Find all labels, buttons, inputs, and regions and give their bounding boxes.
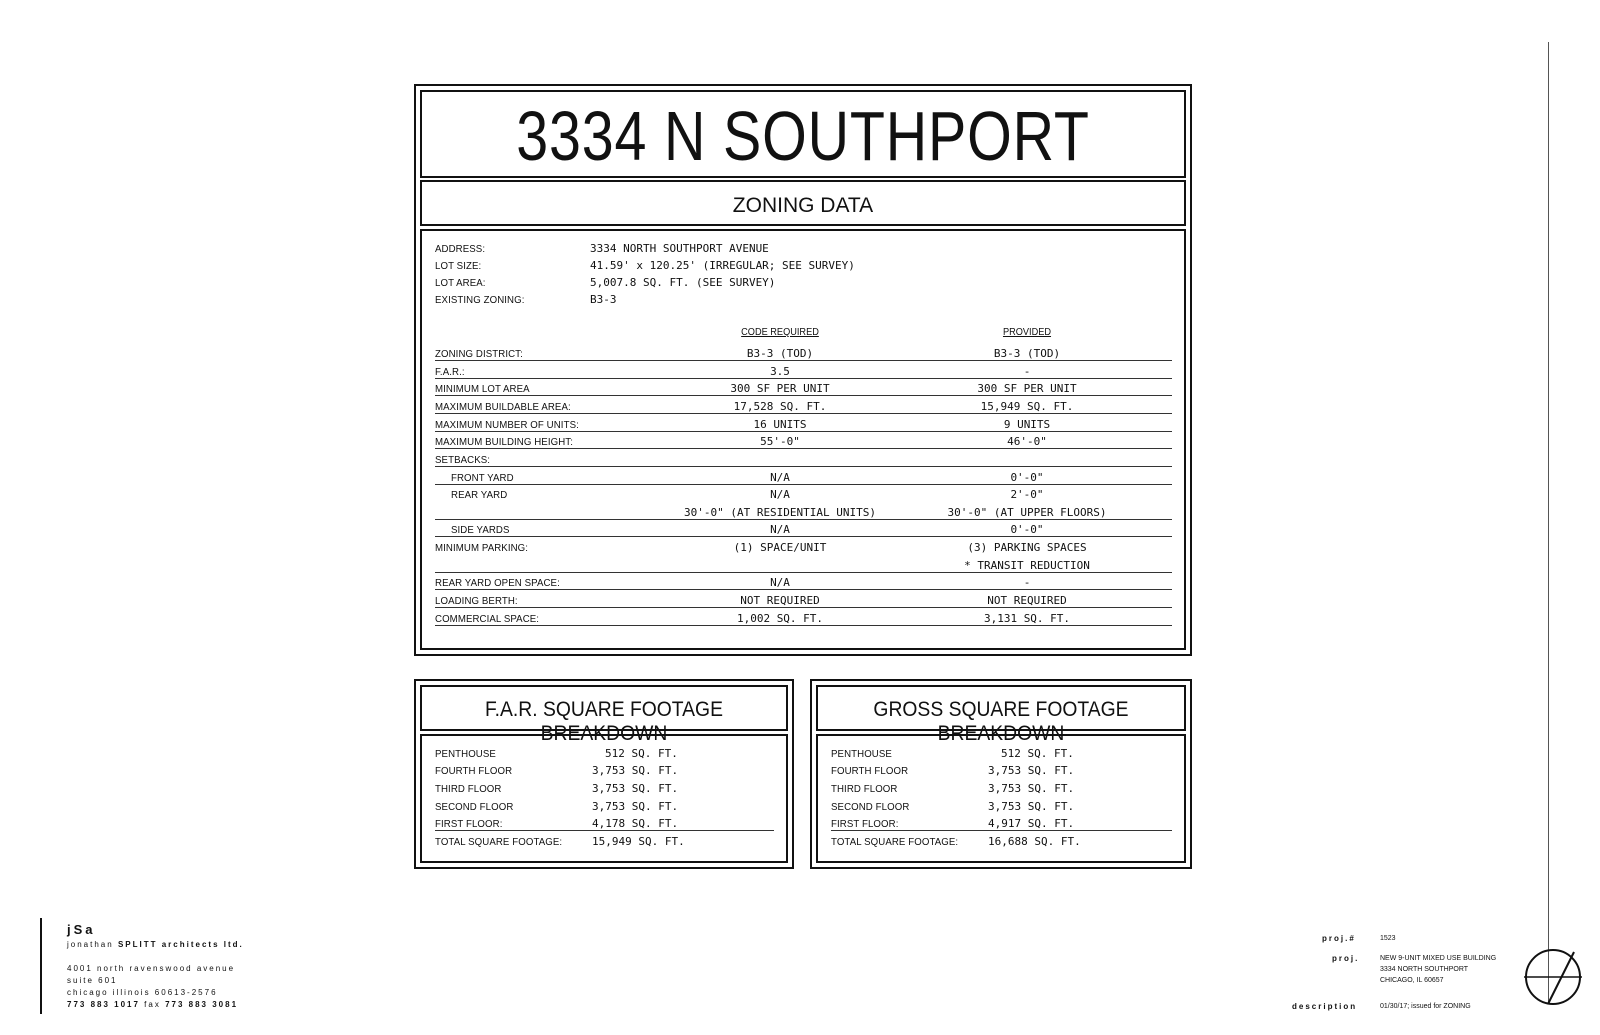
zoning-row-required: NOT REQUIRED	[740, 594, 820, 607]
zoning-row-label: MINIMUM PARKING:	[435, 542, 529, 554]
zoning-row-provided: (3) PARKING SPACES	[967, 541, 1087, 554]
zoning-row-label: MAXIMUM NUMBER OF UNITS:	[435, 419, 579, 431]
firm-name-bold: SPLITT architects ltd.	[117, 940, 244, 949]
col-head-provided: PROVIDED	[1002, 327, 1052, 338]
firm-phone: 773 883 1017	[67, 1000, 140, 1009]
zoning-row-provided: 0'-0"	[1010, 523, 1044, 536]
site-info-label: LOT SIZE:	[435, 260, 482, 272]
zoning-row-provided: 0'-0"	[1010, 471, 1044, 484]
gross_box-label: PENTHOUSE	[831, 748, 892, 760]
firm-mark: jSa	[67, 922, 96, 937]
gross_box-label: THIRD FLOOR	[831, 783, 898, 795]
title-frame	[420, 90, 1186, 178]
far_box-value: 3,753 SQ. FT.	[592, 782, 679, 795]
zoning-row-required: N/A	[770, 576, 790, 589]
firm-fax: 773 883 3081	[165, 1000, 239, 1009]
zoning-row-label: REAR YARD OPEN SPACE:	[435, 577, 560, 589]
zoning-row-rule	[435, 607, 1172, 608]
gross_box-label: FIRST FLOOR:	[831, 818, 899, 830]
zoning-row-rule	[435, 536, 1172, 537]
far-box-title: F.A.R. SQUARE FOOTAGE BREAKDOWN	[485, 698, 723, 745]
site-info-label: LOT AREA:	[435, 277, 486, 289]
zoning-heading-frame	[420, 180, 1186, 226]
zoning-row-label: F.A.R.:	[435, 366, 465, 378]
north-arrow-icon	[1522, 946, 1584, 1008]
zoning-row-required: 55'-0"	[760, 435, 800, 448]
zoning-row-rule	[435, 431, 1172, 432]
zoning-row-label: LOADING BERTH:	[435, 595, 518, 607]
zoning-row-label: REAR YARD	[451, 489, 508, 501]
zoning-row-rule	[435, 378, 1172, 379]
zoning-row-provided: 2'-0"	[1010, 488, 1044, 501]
zoning-row-provided: -	[1023, 365, 1031, 378]
zoning-row-rule	[435, 448, 1172, 449]
desc-label: description	[1292, 1002, 1358, 1011]
zoning-row-provided: 9 UNITS	[1003, 418, 1051, 431]
gross-title-frame	[816, 685, 1186, 745]
gross_box-value: 3,753 SQ. FT.	[988, 782, 1075, 795]
far_box-value: 3,753 SQ. FT.	[592, 764, 679, 777]
site-info-value: 5,007.8 SQ. FT. (SEE SURVEY)	[590, 276, 776, 289]
zoning-row-rule	[435, 484, 1172, 485]
desc: 01/30/17; issued for ZONING	[1380, 1003, 1471, 1010]
zoning-row-rule	[435, 589, 1172, 590]
far_box-label: THIRD FLOOR	[435, 783, 502, 795]
proj-line-1: NEW 9-UNIT MIXED USE BUILDING	[1380, 955, 1497, 962]
gross_box-value: 512 SQ. FT.	[1001, 747, 1074, 760]
zoning-row-rule	[435, 572, 1172, 573]
zoning-row-required: 300 SF PER UNIT	[730, 382, 830, 395]
zoning-row-rule	[435, 625, 1172, 626]
sheet-border-rule	[1548, 42, 1549, 1004]
zoning-row-required: 1,002 SQ. FT.	[736, 612, 824, 625]
firm-address-3: chicago illinois 60613-2576	[67, 988, 218, 997]
zoning-row-provided: 30'-0" (AT UPPER FLOORS)	[947, 506, 1107, 519]
gross_box-value: 4,917 SQ. FT.	[988, 817, 1075, 830]
site-info-value: 3334 NORTH SOUTHPORT AVENUE	[590, 242, 769, 255]
far_box-value: 4,178 SQ. FT.	[592, 817, 679, 830]
far_box-label: PENTHOUSE	[435, 748, 496, 760]
gross_box-label: TOTAL SQUARE FOOTAGE:	[831, 836, 959, 848]
far_box-value: 15,949 SQ. FT.	[592, 835, 685, 848]
firm-name	[67, 940, 244, 949]
zoning-row-provided: 300 SF PER UNIT	[977, 382, 1077, 395]
gross_box-label: SECOND FLOOR	[831, 801, 910, 813]
firm-name-prefix: jonathan	[67, 940, 114, 949]
zoning-row-required: 17,528 SQ. FT.	[733, 400, 827, 413]
far_box-label: TOTAL SQUARE FOOTAGE:	[435, 836, 563, 848]
far_box-label: FIRST FLOOR:	[435, 818, 503, 830]
firm-address-1: 4001 north ravenswood avenue	[67, 964, 236, 973]
zoning-row-rule	[435, 395, 1172, 396]
proj-num: 1523	[1380, 935, 1396, 942]
site-info-value: 41.59' x 120.25' (IRREGULAR; SEE SURVEY)	[590, 259, 855, 272]
zoning-row-provided: 46'-0"	[1007, 435, 1047, 448]
zoning-row-required: 3.5	[770, 365, 790, 378]
gross-box-title: GROSS SQUARE FOOTAGE BREAKDOWN	[873, 698, 1129, 745]
zoning-row-label: MINIMUM LOT AREA	[435, 383, 530, 395]
zoning-row-required: N/A	[770, 523, 790, 536]
zoning-row-provided: B3-3 (TOD)	[993, 347, 1061, 360]
gross_box-label: FOURTH FLOOR	[831, 765, 909, 777]
zoning-row-provided: * TRANSIT REDUCTION	[964, 559, 1090, 572]
far-title-frame	[420, 685, 788, 745]
firm-phone-line	[67, 1000, 238, 1009]
zoning-row-required: 16 UNITS	[753, 418, 807, 431]
zoning-row-required: (1) SPACE/UNIT	[733, 541, 827, 554]
far_box-value: 512 SQ. FT.	[605, 747, 678, 760]
proj-line-3: CHICAGO, IL 60657	[1380, 977, 1444, 984]
zoning-row-required: B3-3 (TOD)	[746, 347, 814, 360]
gross_box-value: 16,688 SQ. FT.	[988, 835, 1081, 848]
col-head-required: CODE REQUIRED	[741, 327, 819, 338]
zoning-row-rule	[435, 413, 1172, 414]
zoning-row-provided: 15,949 SQ. FT.	[980, 400, 1074, 413]
zoning-row-provided: NOT REQUIRED	[987, 594, 1067, 607]
zoning-row-label: FRONT YARD	[451, 472, 514, 484]
far_box-total-rule	[435, 830, 774, 831]
site-info-label: EXISTING ZONING:	[435, 294, 525, 306]
zoning-row-rule	[435, 360, 1172, 361]
zoning-row-label: MAXIMUM BUILDING HEIGHT:	[435, 436, 573, 448]
zoning-row-label: ZONING DISTRICT:	[435, 348, 523, 360]
zoning-row-label: SETBACKS:	[435, 454, 491, 466]
zoning-row-rule	[435, 519, 1172, 520]
firm-address-2: suite 601	[67, 976, 118, 985]
zoning-row-label: MAXIMUM BUILDABLE AREA:	[435, 401, 571, 413]
zoning-row-required: N/A	[770, 488, 790, 501]
far_box-value: 3,753 SQ. FT.	[592, 800, 679, 813]
gross_box-value: 3,753 SQ. FT.	[988, 764, 1075, 777]
proj-num-label: proj.#	[1322, 934, 1356, 943]
project-title: 3334 N SOUTHPORT	[516, 97, 1090, 175]
zoning-heading: ZONING DATA	[732, 194, 874, 217]
site-info-value: B3-3	[590, 293, 617, 306]
zoning-row-rule	[435, 466, 1172, 467]
zoning-row-required: N/A	[770, 471, 790, 484]
firm-rule	[40, 918, 42, 1014]
gross_box-total-rule	[831, 830, 1172, 831]
gross_box-value: 3,753 SQ. FT.	[988, 800, 1075, 813]
proj-label: proj.	[1332, 954, 1360, 963]
zoning-row-label: COMMERCIAL SPACE:	[435, 613, 540, 625]
zoning-row-provided: -	[1023, 576, 1031, 589]
zoning-row-provided: 3,131 SQ. FT.	[983, 612, 1071, 625]
far_box-label: FOURTH FLOOR	[435, 765, 513, 777]
firm-fax-label: fax	[144, 1000, 161, 1009]
zoning-row-required: 30'-0" (AT RESIDENTIAL UNITS)	[683, 506, 877, 519]
far_box-label: SECOND FLOOR	[435, 801, 514, 813]
site-info-label: ADDRESS:	[435, 243, 486, 255]
proj-line-2: 3334 NORTH SOUTHPORT	[1380, 966, 1469, 973]
zoning-row-label: SIDE YARDS	[451, 524, 510, 536]
